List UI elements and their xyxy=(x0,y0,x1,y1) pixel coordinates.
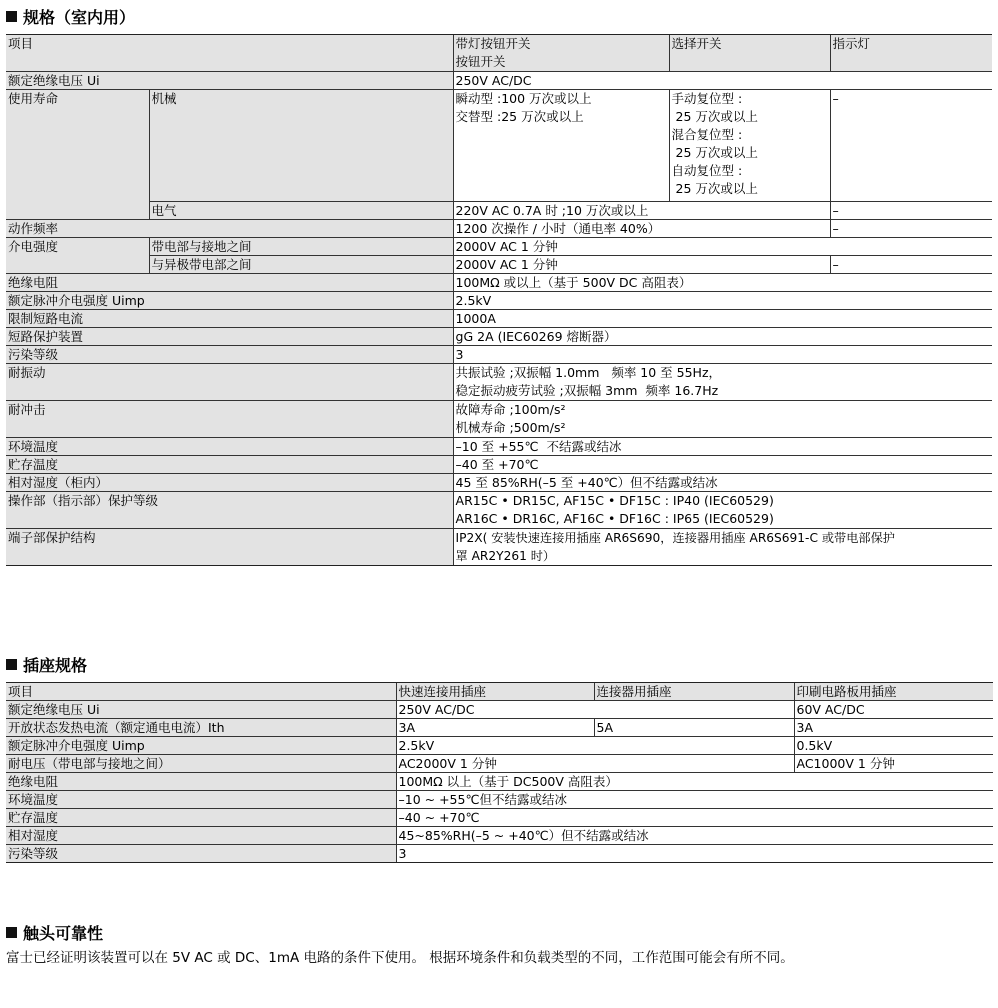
header-item: 项目 xyxy=(6,35,453,72)
table-row: 电气 220V AC 0.7A 时 ;10 万次或以上 – xyxy=(6,202,992,220)
header-col-c: 指示灯 xyxy=(830,35,992,72)
square-bullet-icon xyxy=(6,659,17,670)
table-header-row: 项目 快速连接用插座 连接器用插座 印刷电路板用插座 xyxy=(6,683,993,701)
table-row: 耐冲击 故障寿命 ;100m/s² 机械寿命 ;500m/s² xyxy=(6,401,992,438)
table-row: 相对湿度（柜内） 45 至 85%RH(–5 至 +40℃）但不结露或结冰 xyxy=(6,474,992,492)
table-row: 额定绝缘电压 Ui 250V AC/DC xyxy=(6,72,992,90)
table-row: 开放状态发热电流（额定通电电流）Ith 3A 5A 3A xyxy=(6,719,993,737)
header-col-a: 带灯按钮开关 按钮开关 xyxy=(453,35,669,72)
table-header-row xyxy=(6,35,992,72)
table-row: 污染等级 3 xyxy=(6,845,993,863)
table-row: 介电强度 带电部与接地之间 2000V AC 1 分钟 xyxy=(6,238,992,256)
table-row: 短路保护装置 gG 2A (IEC60269 熔断器） xyxy=(6,328,992,346)
header-col-b: 选择开关 xyxy=(669,35,830,72)
table-row: 相对湿度 45~85%RH(–5 ~ +40℃）但不结露或结冰 xyxy=(6,827,993,845)
table-row: 额定脉冲介电强度 Uimp 2.5kV xyxy=(6,292,992,310)
section-title-specs: 规格（室内用） xyxy=(6,8,135,28)
table-row: 环境温度 –10 ~ +55℃但不结露或结冰 xyxy=(6,791,993,809)
section-title-socket: 插座规格 xyxy=(6,656,87,676)
table-row: 端子部保护结构 IP2X( 安装快速连接用插座 AR6S690，连接器用插座 AR6S691-C 或带电部保护 罩 AR2Y261 时） xyxy=(6,529,992,566)
table-row: 耐振动 共振试验 ;双振幅 1.0mm 频率 10 至 55Hz， 稳定振动疲劳试验 ;双振幅 3mm 频率 16.7Hz xyxy=(6,364,992,401)
table-row: 限制短路电流 1000A xyxy=(6,310,992,328)
table-row: 贮存温度 –40 至 +70℃ xyxy=(6,456,992,474)
square-bullet-icon xyxy=(6,927,17,938)
table-row: 额定脉冲介电强度 Uimp 2.5kV 0.5kV xyxy=(6,737,993,755)
table-row: 环境温度 –10 至 +55℃ 不结露或结冰 xyxy=(6,438,992,456)
table-row: 与异极带电部之间 2000V AC 1 分钟 – xyxy=(6,256,992,274)
square-bullet-icon xyxy=(6,11,17,22)
section-title-contact: 触头可靠性 xyxy=(6,924,103,944)
table-row: 贮存温度 –40 ~ +70℃ xyxy=(6,809,993,827)
table-row: 绝缘电阻 100MΩ 以上（基于 DC500V 高阻表） xyxy=(6,773,993,791)
table-row: 额定绝缘电压 Ui 250V AC/DC 60V AC/DC xyxy=(6,701,993,719)
table-row: 耐电压（带电部与接地之间） AC2000V 1 分钟 AC1000V 1 分钟 xyxy=(6,755,993,773)
table-row: 动作频率 1200 次操作 / 小时（通电率 40%） – xyxy=(6,220,992,238)
contact-reliability-text: 富士已经证明该装置可以在 5V AC 或 DC、1mA 电路的条件下使用。 根据环境条件和负载类型的不同，工作范围可能会有所不同。 xyxy=(6,950,794,966)
socket-table xyxy=(6,682,993,863)
table-row: 操作部（指示部）保护等级 AR15C • DR15C, AF15C • DF15C : IP40 (IEC60529) AR16C • DR16C, AF16C • DF16C : IP65 (IEC60529) xyxy=(6,492,992,529)
table-row: 绝缘电阻 100MΩ 或以上（基于 500V DC 高阻表） xyxy=(6,274,992,292)
table-row: 使用寿命 机械 瞬动型 :100 万次或以上 交替型 :25 万次或以上 手动复位型 : 25 万次或以上 混合复位型 : 25 万次或以上 自动复位型 : 25 万次或以上 – xyxy=(6,90,992,202)
specs-table xyxy=(6,34,992,566)
table-row: 污染等级 3 xyxy=(6,346,992,364)
